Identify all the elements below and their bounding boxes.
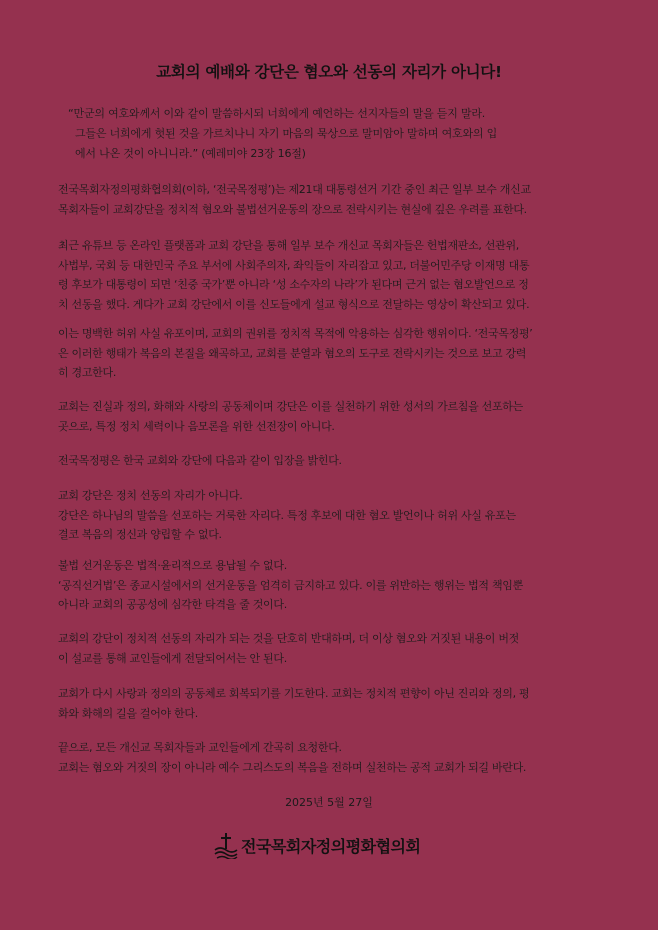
paragraph-line: 교회는 혐오와 거짓의 장이 아니라 예수 그리스도의 복음을 전하며 실천하는 공적 교회가 되길 바란다. [58,760,527,774]
paragraph-line: 화와 화해의 길을 걸어야 한다. [58,706,198,720]
paragraph-point-pulpit [58,486,604,545]
paragraph-line: 은 이러한 행태가 복음의 본질을 왜곡하고, 교회를 분열과 혐오의 도구로 전락시키는 것으로 보고 강력 [58,346,527,360]
paragraph-warning [58,324,604,383]
quote-line: 그들은 너희에게 헛된 것을 가르치나니 자기 마음의 묵상으로 말미암아 말하며 여호와의 입 [75,127,498,140]
paragraph-line: 히 경고한다. [58,366,117,379]
paragraph-line: 이는 명백한 허위 사실 유포이며, 교회의 권위를 정치적 목적에 악용하는 심각한 행위이다. ‘전국목정평’ [58,327,533,340]
paragraph-line: 이 설교를 통해 교인들에게 전달되어서는 안 된다. [58,651,287,665]
quote-line: “만군의 여호와께서 이와 같이 말씀하시되 너희에게 예언하는 선지자들의 말을 듣지 말라. [68,107,486,120]
paragraph-line: 강단은 하나님의 말씀을 선포하는 거룩한 자리다. 특정 후보에 대한 혐오 발언이나 허위 사실 유포는 [58,508,516,522]
paragraph-line: 전국목정평은 한국 교회와 강단에 다음과 같이 입장을 밝힌다. [58,454,342,467]
paragraph-line: 령 후보가 대통령이 되면 ‘친중 국가’뿐 아니라 ‘성 소수자의 나라’가 된다며 근거 없는 혐오발언으로 정 [58,278,529,291]
paragraph-point-election-law [58,556,604,615]
paragraph-line: 곳으로, 특정 정치 세력이나 음모론을 위한 선전장이 아니다. [58,419,335,433]
paragraph-line: ‘공직선거법’은 종교시설에서의 선거운동을 엄격히 금지하고 있다. 이를 위반하는 행위는 법적 책임뿐 [58,578,523,592]
statement-date: 2025년 5월 27일 [285,796,373,809]
paragraph-line: 교회 강단은 정치 선동의 자리가 아니다. [58,489,243,502]
paragraph-position-intro [58,451,604,471]
paragraph-church-role [58,397,604,436]
cross-wave-logo-icon [214,831,238,859]
paragraph-line: 교회는 진실과 정의, 화해와 사랑의 공동체이며 강단은 이를 실천하기 위한 성서의 가르침을 선포하는 [58,400,523,413]
paragraph-background [58,236,604,314]
paragraph-line: 불법 선거운동은 법적·윤리적으로 용납될 수 없다. [58,559,287,572]
paragraph-prayer [58,684,604,723]
organization-signature [214,830,420,860]
paragraph-line: 아니라 교회의 공공성에 심각한 타격을 줄 것이다. [58,598,287,611]
paragraph-line: 치 선동을 했다. 게다가 교회 강단에서 이를 신도들에게 설교 형식으로 전달하는 영상이 확산되고 있다. [58,297,530,311]
scripture-quote [68,104,598,164]
quote-line: 에서 나온 것이 아니니라.” (예레미야 23장 16절) [75,147,306,160]
paragraph-line: 교회가 다시 사랑과 정의의 공동체로 회복되기를 기도한다. 교회는 정치적 편향이 아닌 진리와 정의, 평 [58,687,530,700]
paragraph-line: 결코 복음의 정신과 양립할 수 없다. [58,528,222,541]
paragraph-line: 끝으로, 모든 개신교 목회자들과 교인들에게 간곡히 요청한다. [58,741,342,754]
document-title: 교회의 예배와 강단은 혐오와 선동의 자리가 아니다! [156,63,502,81]
paragraph-opposition [58,629,604,668]
paragraph-intro [58,180,604,219]
organization-name: 전국목회자정의평화협의회 [241,836,421,856]
paragraph-line: 사법부, 국회 등 대한민국 주요 부서에 사회주의자, 좌익들이 자리잡고 있고, 더불어민주당 이재명 대통 [58,258,530,272]
paragraph-line: 교회의 강단이 정치적 선동의 자리가 되는 것을 단호히 반대하며, 더 이상 혐오와 거짓된 내용이 버젓 [58,632,519,645]
paragraph-line: 전국목회자정의평화협의회(이하, ‘전국목정평’)는 제21대 대통령선거 기간 중인 최근 일부 보수 개신교 [58,183,531,196]
paragraph-line: 최근 유튜브 등 온라인 플랫폼과 교회 강단을 통해 일부 보수 개신교 목회자들은 헌법재판소, 선관위, [58,239,519,252]
paragraph-line: 목회자들이 교회강단을 정치적 혐오와 불법선거운동의 장으로 전락시키는 현실에 깊은 우려를 표한다. [58,202,527,216]
paragraph-closing [58,738,604,777]
